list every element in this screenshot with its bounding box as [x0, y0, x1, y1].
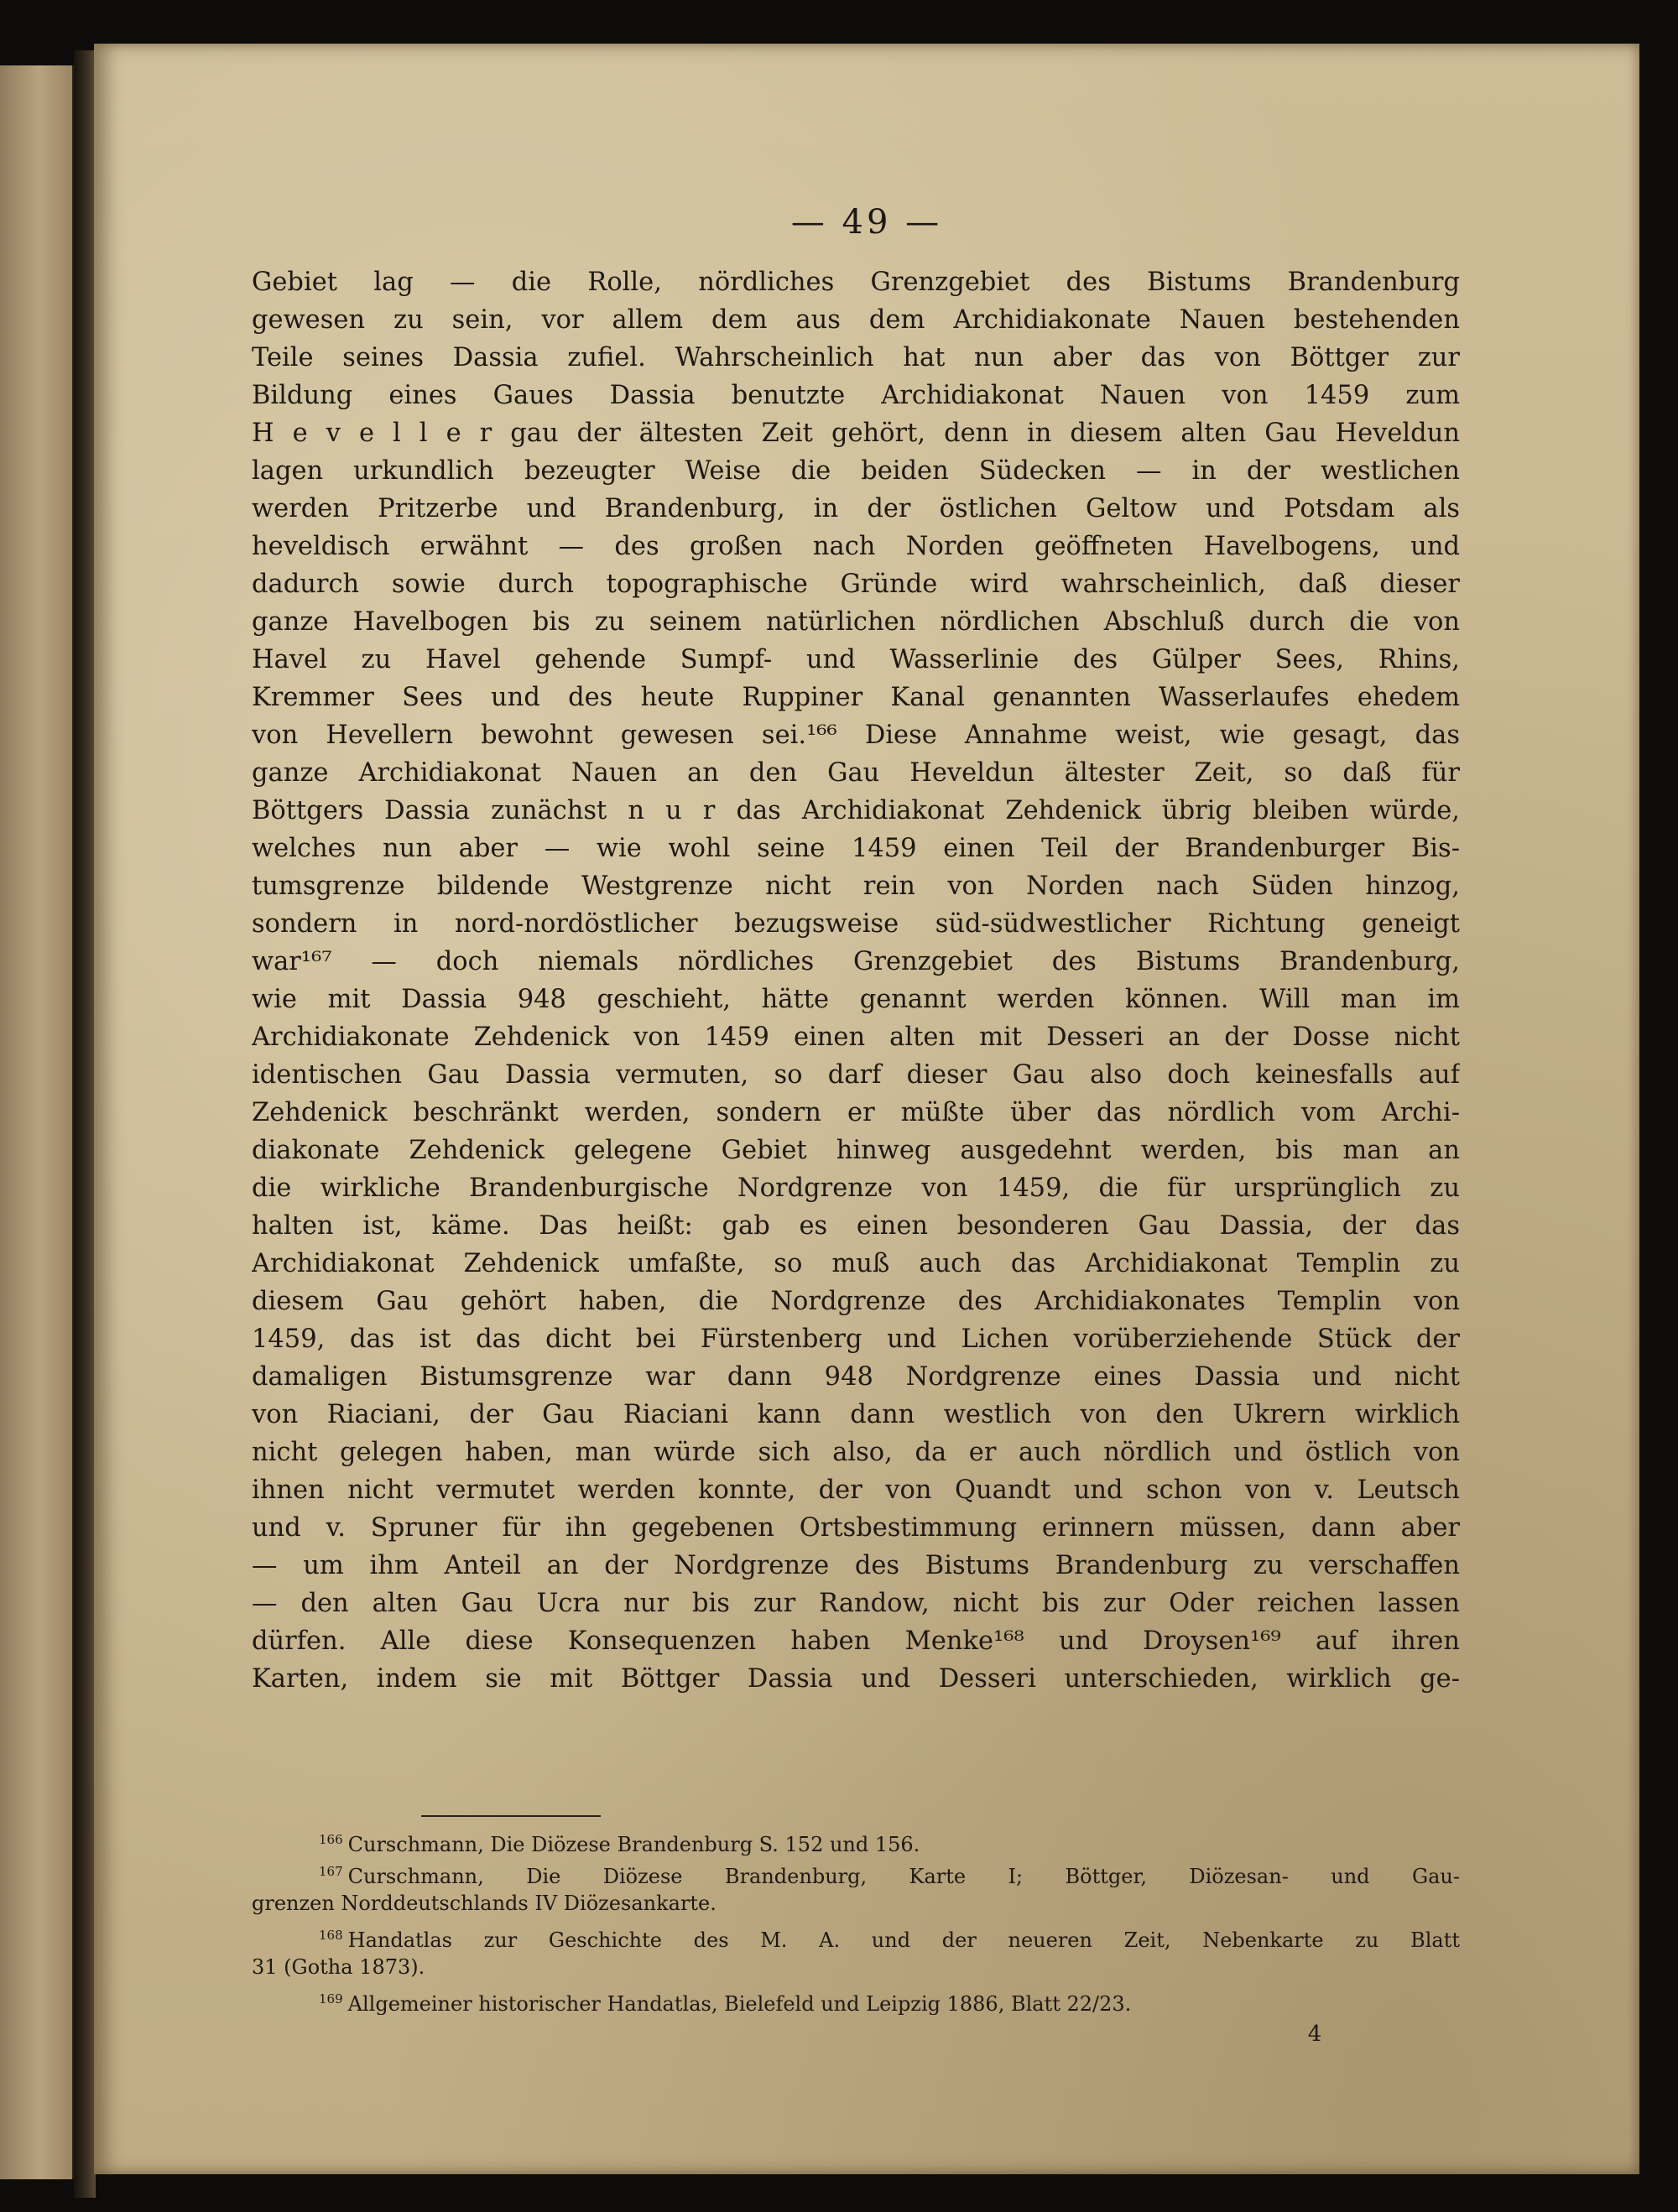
body-line: ihnen nicht vermutet werden konnte, der von Quandt und schon von v. Leutsch — [252, 1476, 1460, 1505]
body-line: Böttgers Dassia zunächst n u r das Archidiakonat Zehdenick übrig bleiben würde, — [252, 796, 1460, 825]
footnote-line — [252, 1855, 1460, 1887]
footnote — [252, 1919, 1460, 1983]
body-line: wie mit Dassia 948 geschieht, hätte genannt werden können. Will man im — [252, 985, 1460, 1014]
footnote-text: Curschmann, Die Diözese Brandenburg S. 152 und 156. — [347, 1833, 920, 1855]
body-line: Zehdenick beschränkt werden, sondern er müßte über das nördlich vom Archi- — [252, 1098, 1460, 1127]
body-line: Kremmer Sees und des heute Ruppiner Kanal genannten Wasserlaufes ehedem — [252, 683, 1460, 712]
body-line: nicht gelegen haben, man würde sich also, da er auch nördlich und östlich von — [252, 1438, 1460, 1467]
footnotes — [252, 1824, 1460, 2015]
footnote-divider — [421, 1815, 601, 1817]
body-line: dadurch sowie durch topographische Gründe wird wahrscheinlich, daß dieser — [252, 570, 1460, 599]
body-line: tumsgrenze bildende Westgrenze nicht rein von Norden nach Süden hinzog, — [252, 872, 1460, 901]
body-text — [252, 263, 1460, 1698]
footnote — [252, 1983, 1460, 2015]
body-line: Archidiakonat Zehdenick umfaßte, so muß auch das Archidiakonat Templin zu — [252, 1249, 1460, 1278]
footnote-line — [252, 1951, 1460, 1983]
footnote-text: Curschmann, Die Diözese Brandenburg, Karte I; Böttger, Diözesan- und Gau- — [347, 1865, 1460, 1887]
body-line: war¹⁶⁷ — doch niemals nördliches Grenzgebiet des Bistums Brandenburg, — [252, 947, 1460, 976]
footnote-marker: 167 — [319, 1864, 343, 1879]
body-line: gewesen zu sein, vor allem dem aus dem Archidiakonate Nauen bestehenden — [252, 305, 1460, 335]
body-line: Havel zu Havel gehende Sumpf- und Wasserlinie des Gülper Sees, Rhins, — [252, 645, 1460, 674]
page-number: — 49 — — [790, 203, 943, 242]
footnote-line — [252, 1983, 1460, 2015]
book-gutter — [74, 50, 96, 2198]
body-line: Teile seines Dassia zufiel. Wahrscheinlich hat nun aber das von Böttger zur — [252, 343, 1460, 372]
body-line: Bildung eines Gaues Dassia benutzte Archidiakonat Nauen von 1459 zum — [252, 381, 1460, 410]
body-line: lagen urkundlich bezeugter Weise die beiden Südecken — in der westlichen — [252, 456, 1460, 486]
body-line: — den alten Gau Ucra nur bis zur Randow, nicht bis zur Oder reichen lassen — [252, 1589, 1460, 1618]
body-line: 1459, das ist das dicht bei Fürstenberg und Lichen vorüberziehende Stück der — [252, 1325, 1460, 1354]
body-line: Archidiakonate Zehdenick von 1459 einen alten mit Desseri an der Dosse nicht — [252, 1023, 1460, 1052]
body-line: diesem Gau gehört haben, die Nordgrenze des Archidiakonates Templin von — [252, 1287, 1460, 1316]
footnote-line — [252, 1824, 1460, 1855]
body-line: heveldisch erwähnt — des großen nach Norden geöffneten Havelbogens, und — [252, 532, 1460, 561]
signature-mark: 4 — [1307, 2022, 1322, 2047]
body-line: H e v e l l e r gau der ältesten Zeit gehört, denn in diesem alten Gau Heveldun — [252, 419, 1460, 448]
footnote-line — [252, 1919, 1460, 1951]
body-line: und v. Spruner für ihn gegebenen Ortsbestimmung erinnern müssen, dann aber — [252, 1513, 1460, 1543]
body-line: welches nun aber — wie wohl seine 1459 einen Teil der Brandenburger Bis- — [252, 834, 1460, 863]
book-page — [94, 44, 1639, 2174]
body-line: dürfen. Alle diese Konsequenzen haben Menke¹⁶⁸ und Droysen¹⁶⁹ auf ihren — [252, 1626, 1460, 1656]
footnote-text: Handatlas zur Geschichte des M. A. und der neueren Zeit, Nebenkarte zu Blatt — [347, 1928, 1460, 1951]
body-line: Gebiet lag — die Rolle, nördliches Grenzgebiet des Bistums Brandenburg — [252, 268, 1460, 297]
body-line: von Hevellern bewohnt gewesen sei.¹⁶⁶ Diese Annahme weist, wie gesagt, das — [252, 721, 1460, 750]
footnote-text: grenzen Norddeutschlands IV Diözesankarte. — [252, 1892, 717, 1915]
footnote-marker: 166 — [319, 1832, 343, 1847]
footnote-text: Allgemeiner historischer Handatlas, Bielefeld und Leipzig 1886, Blatt 22/23. — [347, 1992, 1132, 2015]
body-line: ganze Havelbogen bis zu seinem natürlichen nördlichen Abschluß durch die von — [252, 607, 1460, 637]
body-line: sondern in nord-nordöstlicher bezugsweise süd-südwestlicher Richtung geneigt — [252, 909, 1460, 939]
body-line: diakonate Zehdenick gelegene Gebiet hinweg ausgedehnt werden, bis man an — [252, 1136, 1460, 1165]
body-line: — um ihm Anteil an der Nordgrenze des Bistums Brandenburg zu verschaffen — [252, 1551, 1460, 1580]
body-line: halten ist, käme. Das heißt: gab es einen besonderen Gau Dassia, der das — [252, 1211, 1460, 1241]
body-line: identischen Gau Dassia vermuten, so darf dieser Gau also doch keinesfalls auf — [252, 1060, 1460, 1090]
body-line: werden Pritzerbe und Brandenburg, in der östlichen Geltow und Potsdam als — [252, 494, 1460, 523]
footnote-text: 31 (Gotha 1873). — [252, 1955, 425, 1979]
facing-page-edge — [0, 65, 75, 2179]
footnote — [252, 1855, 1460, 1919]
body-line: Karten, indem sie mit Böttger Dassia und Desseri unterschieden, wirklich ge- — [252, 1664, 1460, 1694]
body-line: ganze Archidiakonat Nauen an den Gau Heveldun ältester Zeit, so daß für — [252, 758, 1460, 788]
body-line: von Riaciani, der Gau Riaciani kann dann westlich von den Ukrern wirklich — [252, 1400, 1460, 1429]
footnote-marker: 168 — [319, 1928, 343, 1943]
footnote — [252, 1824, 1460, 1855]
body-line: damaligen Bistumsgrenze war dann 948 Nordgrenze eines Dassia und nicht — [252, 1362, 1460, 1392]
body-line: die wirkliche Brandenburgische Nordgrenze von 1459, die für ursprünglich zu — [252, 1174, 1460, 1203]
footnote-line — [252, 1887, 1460, 1919]
footnote-marker: 169 — [319, 1991, 343, 2006]
